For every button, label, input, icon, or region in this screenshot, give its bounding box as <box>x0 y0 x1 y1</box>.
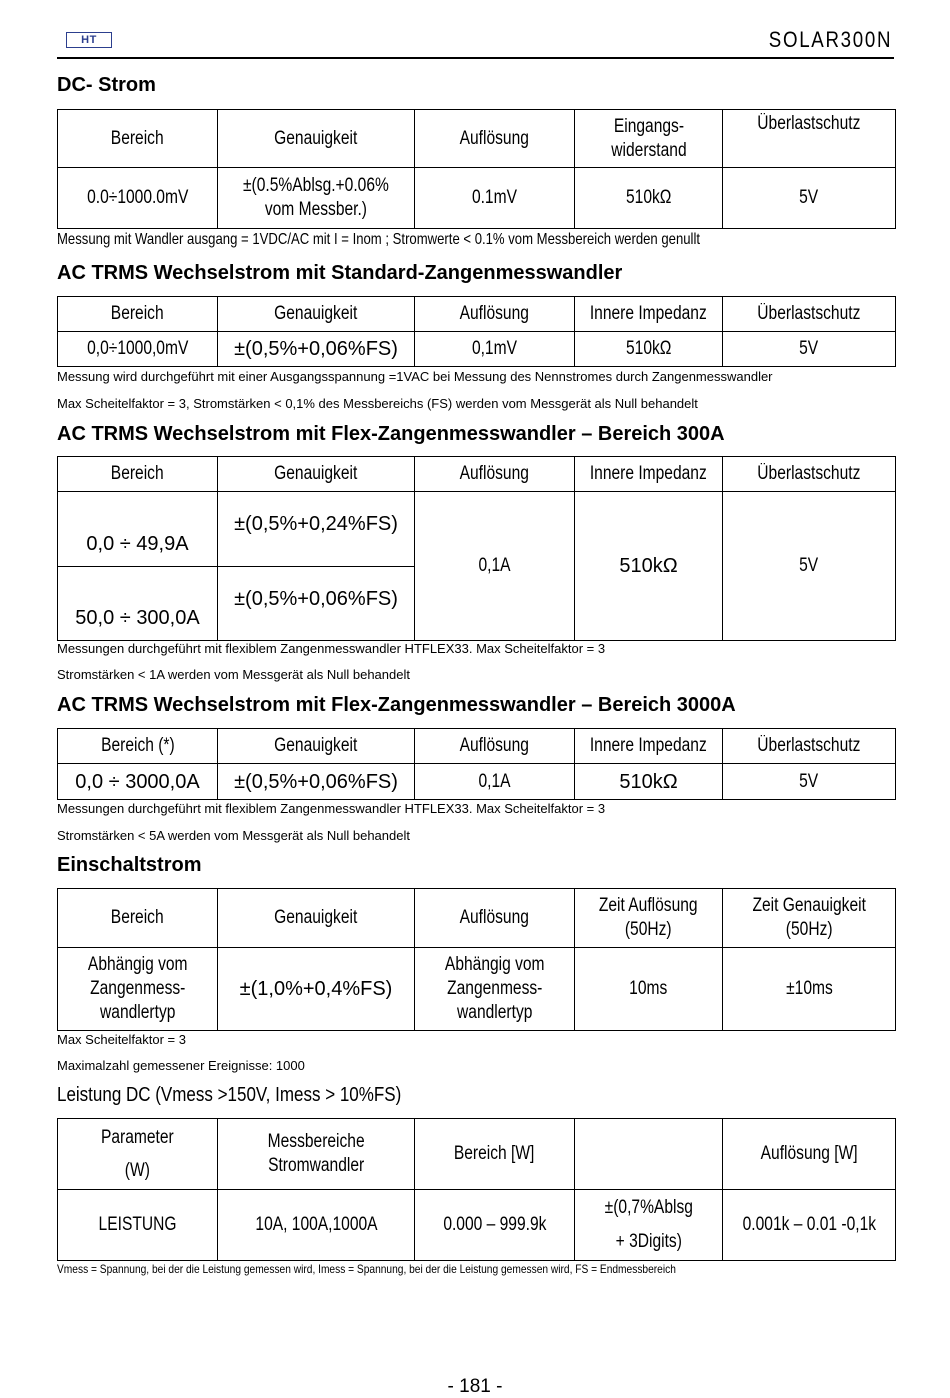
cell: 0.1mV <box>471 187 518 208</box>
header-cell: Genauigkeit <box>274 303 358 324</box>
note: Messungen durchgeführt mit flexiblem Zangenmesswandler HTFLEX33. Max Scheitelfaktor = 3 <box>57 641 606 656</box>
section-title-ac-flex3000: AC TRMS Wechselstrom mit Flex-Zangenmesswandler – Bereich 3000A <box>57 694 736 716</box>
header-cell: Auflösung <box>459 303 530 324</box>
section-title-power: Leistung DC (Vmess >150V, Imess > 10%FS) <box>57 1084 402 1106</box>
table-header-row <box>58 110 896 168</box>
cell: 5V <box>799 187 819 208</box>
header-cell: Auflösung <box>459 463 530 484</box>
header-cell: Bereich [W] <box>454 1143 535 1164</box>
note: Messung wird durchgeführt mit einer Ausgangsspannung =1VAC bei Messung des Nennstromes durch Zangenmesswandler <box>57 369 773 384</box>
header-cell: Bereich <box>111 303 164 324</box>
section-title-dc: DC- Strom <box>57 74 156 96</box>
ac-standard-table <box>57 296 896 367</box>
cell: Abhängig vom Zangenmess- wandlertyp <box>444 954 545 1023</box>
table-header-row <box>58 297 896 332</box>
cell: 0,1A <box>478 770 511 792</box>
cell: ±(0,5%+0,06%FS) <box>218 764 415 800</box>
header-cell: Bereich (*) <box>100 735 175 756</box>
note: Max Scheitelfaktor = 3 <box>57 1032 186 1047</box>
cell: 0,0 ÷ 3000,0A <box>58 764 218 800</box>
cell: 5V <box>799 770 819 792</box>
header-cell: Messbereiche Stromwandler <box>267 1131 365 1176</box>
header-cell: Genauigkeit <box>274 463 358 484</box>
header-rule <box>57 57 894 59</box>
table-row <box>58 948 896 1031</box>
note: Max Scheitelfaktor = 3, Stromstärken < 0,1% des Messbereichs (FS) werden vom Messgerät als Null behandelt <box>57 396 698 411</box>
header-cell: Bereich <box>111 127 164 149</box>
header-cell: Überlastschutz <box>757 463 861 484</box>
header-cell: Genauigkeit <box>274 907 358 928</box>
cell: ±(1,0%+0,4%FS) <box>218 948 415 1031</box>
header-cell: Bereich <box>111 907 164 928</box>
table-row <box>58 764 896 800</box>
header-cell: Innere Impedanz <box>590 303 707 324</box>
cell: LEISTUNG <box>98 1214 177 1235</box>
table-header-row <box>58 729 896 764</box>
note: Stromstärken < 5A werden vom Messgerät als Null behandelt <box>57 828 410 843</box>
note: Messungen durchgeführt mit flexiblem Zangenmesswandler HTFLEX33. Max Scheitelfaktor = 3 <box>57 801 606 816</box>
cell: 510kΩ <box>575 492 723 641</box>
note: Maximalzahl gemessener Ereignisse: 1000 <box>57 1058 305 1073</box>
document-title: SOLAR300N <box>768 27 892 52</box>
cell: 0.0÷1000.0mV <box>86 187 189 208</box>
cell: 5V <box>799 555 819 576</box>
cell: ±(0.5%Ablsg.+0.06% vom Messber.) <box>243 175 389 220</box>
page-number: - 181 - <box>447 1376 503 1397</box>
power-table <box>57 1118 896 1261</box>
table-row <box>58 332 896 367</box>
cell: Abhängig vom Zangenmess- wandlertyp <box>87 954 188 1023</box>
cell: 510kΩ <box>625 338 672 359</box>
section-title-inrush: Einschaltstrom <box>57 854 202 876</box>
dc-table <box>57 109 896 229</box>
cell: 510kΩ <box>575 764 723 800</box>
header-cell: Eingangs- widerstand <box>610 115 687 161</box>
header-cell: Überlastschutz <box>757 113 861 134</box>
header-cell: Parameter (W) <box>101 1127 174 1181</box>
header-cell: Innere Impedanz <box>590 463 707 484</box>
note: Stromstärken < 1A werden vom Messgerät als Null behandelt <box>57 667 410 682</box>
table-row <box>58 1190 896 1261</box>
table-header-row <box>58 457 896 492</box>
cell: 0,0÷1000,0mV <box>86 338 189 359</box>
cell: 0,1A <box>478 555 511 576</box>
table-row <box>58 168 896 229</box>
cell: ±(0,5%+0,24%FS) <box>218 492 415 567</box>
note: Vmess = Spannung, bei der die Leistung gemessen wird, Imess = Spannung, bei der die Leistung gemessen wird, FS = Endmessbereich <box>57 1262 676 1276</box>
header-cell: Zeit Auflösung (50Hz) <box>599 895 698 940</box>
note: Messung mit Wandler ausgang = 1VDC/AC mit I = Inom ; Stromwerte < 0.1% vom Messbereich werden genullt <box>57 231 701 248</box>
header-cell: Bereich <box>111 463 164 484</box>
header-cell: Überlastschutz <box>757 735 861 756</box>
cell: 10ms <box>629 978 668 999</box>
header-cell: Auflösung <box>459 127 530 149</box>
header-cell: Genauigkeit <box>274 735 358 756</box>
ht-logo: HT <box>66 32 112 48</box>
cell: 50,0 ÷ 300,0A <box>58 567 218 641</box>
header-cell: Überlastschutz <box>757 303 861 324</box>
inrush-table <box>57 888 896 1031</box>
cell: ±(0,5%+0,06%FS) <box>218 567 415 641</box>
cell: ±10ms <box>785 978 833 999</box>
cell: 0.000 – 999.9k <box>442 1214 547 1235</box>
cell: 0,1mV <box>471 338 518 359</box>
header-cell: Innere Impedanz <box>590 735 707 756</box>
cell: 0,0 ÷ 49,9A <box>58 492 218 567</box>
header-cell: Zeit Genauigkeit (50Hz) <box>752 895 866 940</box>
header-cell: Auflösung <box>459 735 530 756</box>
cell: ±(0,5%+0,06%FS) <box>218 332 415 367</box>
section-title-ac-standard: AC TRMS Wechselstrom mit Standard-Zangenmesswandler <box>57 262 623 284</box>
section-title-ac-flex300: AC TRMS Wechselstrom mit Flex-Zangenmesswandler – Bereich 300A <box>57 423 725 445</box>
header-cell: Genauigkeit <box>274 127 358 149</box>
table-header-row <box>58 889 896 948</box>
table-header-row <box>58 1119 896 1190</box>
cell: 5V <box>799 338 819 359</box>
cell: 510kΩ <box>625 187 672 208</box>
header-cell: Auflösung [W] <box>760 1143 858 1164</box>
header-cell: Auflösung <box>459 907 530 928</box>
ac-flex3000-table <box>57 728 896 800</box>
cell: 10A, 100A,1000A <box>254 1214 378 1235</box>
cell: 0.001k – 0.01 -0,1k <box>742 1214 876 1235</box>
ac-flex300-table <box>57 456 896 641</box>
cell: ±(0,7%Ablsg + 3Digits) <box>604 1197 693 1252</box>
table-row <box>58 492 896 567</box>
